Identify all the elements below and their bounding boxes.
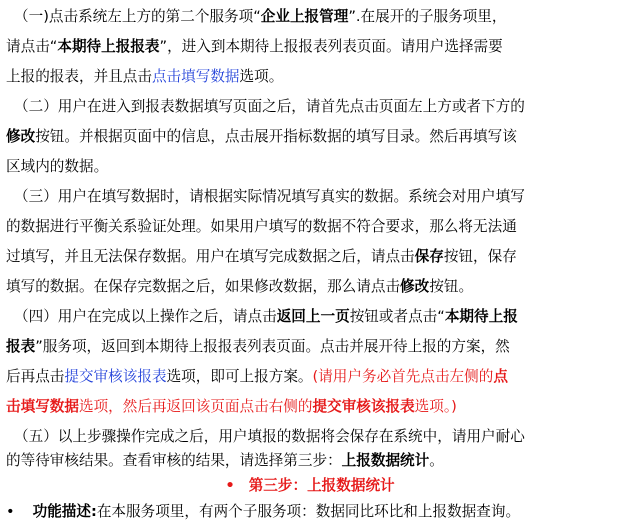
warning-note: 选项，然后再返回该页面点击右侧的 [78, 398, 313, 415]
p1-line-2 [6, 34, 618, 60]
modify-button-name: 修改 [400, 278, 430, 295]
p3-text: （三）用户在填写数据时，请根据实际情况填写真实的数据。系统会对用户填写 [14, 188, 525, 205]
service-name-pending-reports: 报表 [6, 338, 36, 355]
p4-line-4 [6, 394, 618, 420]
bullet-icon: • [225, 477, 235, 494]
section-heading-text: 第三步：上报数据统计 [248, 477, 395, 494]
warning-note: 选项。) [414, 398, 457, 415]
function-label: 功能描述: [32, 503, 97, 520]
function-text: 在本服务项里，有两个子服务项：数据同比环比和上报数据查询。 [96, 503, 521, 520]
p5-text: （五）以上步骤操作完成之后，用户填报的数据将会保存在系统中，请用户耐心 [14, 428, 525, 445]
service-name-pending-reports: 本期待上报 [444, 308, 518, 325]
p5-text: 。 [429, 452, 444, 469]
p3-line-1 [14, 184, 618, 210]
p1-text: ”，进入到本期待上报报表列表页面。请用户选择需要 [159, 38, 503, 55]
p1-text: 选项。 [239, 68, 284, 85]
p4-line-1 [14, 304, 618, 330]
p4-line-3 [6, 364, 618, 390]
p3-text: 按钮，保存 [443, 248, 517, 265]
p1-line-1 [14, 4, 618, 30]
p4-text: （四）用户在完成以上操作之后，请点击 [14, 308, 277, 325]
p4-text: 按钮或者点击“ [349, 308, 445, 325]
p3-text: 过填写，并且无法保存数据。用户在填写完成数据之后，请点击 [6, 248, 415, 265]
p4-text: 后再点击 [6, 368, 65, 385]
p2-text: 按钮。并根据页面中的信息，点击展开指标数据的填写目录。然后再填写该 [35, 128, 517, 145]
step-three-name: 上报数据统计 [341, 452, 430, 469]
p4-text: ”服务项，返回到本期待上报报表列表页面。点击并展开待上报的方案，然 [35, 338, 510, 355]
submit-review-option: 提交审核该报表 [64, 368, 167, 385]
back-button-name: 返回上一页 [276, 308, 350, 325]
warning-note-emphasis: 击填写数据 [6, 398, 79, 415]
p1-text: 上报的报表，并且点击 [6, 68, 152, 85]
save-button-name: 保存 [414, 248, 444, 265]
warning-note-emphasis: 点 [493, 368, 508, 385]
p5-line-1 [14, 424, 618, 450]
p4-line-2 [6, 334, 618, 360]
p2-text: 区域内的数据。 [6, 158, 109, 175]
p2-line-1 [14, 94, 618, 120]
service-name-enterprise-report: 企业上报管理 [260, 8, 349, 25]
fill-data-option: 点击填写数据 [151, 68, 240, 85]
bullet-icon: • [6, 503, 15, 520]
p1-text: 请点击“ [6, 38, 58, 55]
p3-text: 按钮。 [429, 278, 474, 295]
p1-text: （一)点击系统左上方的第二个服务项“ [14, 8, 261, 25]
p3-text: 的数据进行平衡关系验证处理。如果用户填写的数据不符合要求，那么将无法通 [6, 218, 517, 235]
warning-note-emphasis: 提交审核该报表 [312, 398, 415, 415]
p3-line-3 [6, 244, 618, 270]
modify-button-name: 修改 [6, 128, 36, 145]
warning-note: (请用户务必首先点击左侧的 [312, 368, 494, 385]
p3-line-2 [6, 214, 618, 240]
p3-line-4 [6, 274, 618, 300]
p4-text: 选项，即可上报方案。 [166, 368, 313, 385]
p3-text: 填写的数据。在保存完数据之后，如果修改数据，那么请点击 [6, 278, 401, 295]
p2-line-2 [6, 124, 618, 150]
p1-text: ”.在展开的子服务项里， [348, 8, 507, 25]
p5-text: 的等待审核结果。查看审核的结果，请选择第三步： [6, 452, 342, 469]
section-heading [0, 474, 620, 498]
function-description [6, 500, 618, 524]
service-name-pending-reports: 本期待上报报表 [57, 38, 160, 55]
p2-text: （二）用户在进入到报表数据填写页面之后，请首先点击页面左上方或者下方的 [14, 98, 525, 115]
p2-line-3 [6, 154, 618, 180]
p5-line-2 [6, 450, 618, 472]
p1-line-3 [6, 64, 618, 90]
